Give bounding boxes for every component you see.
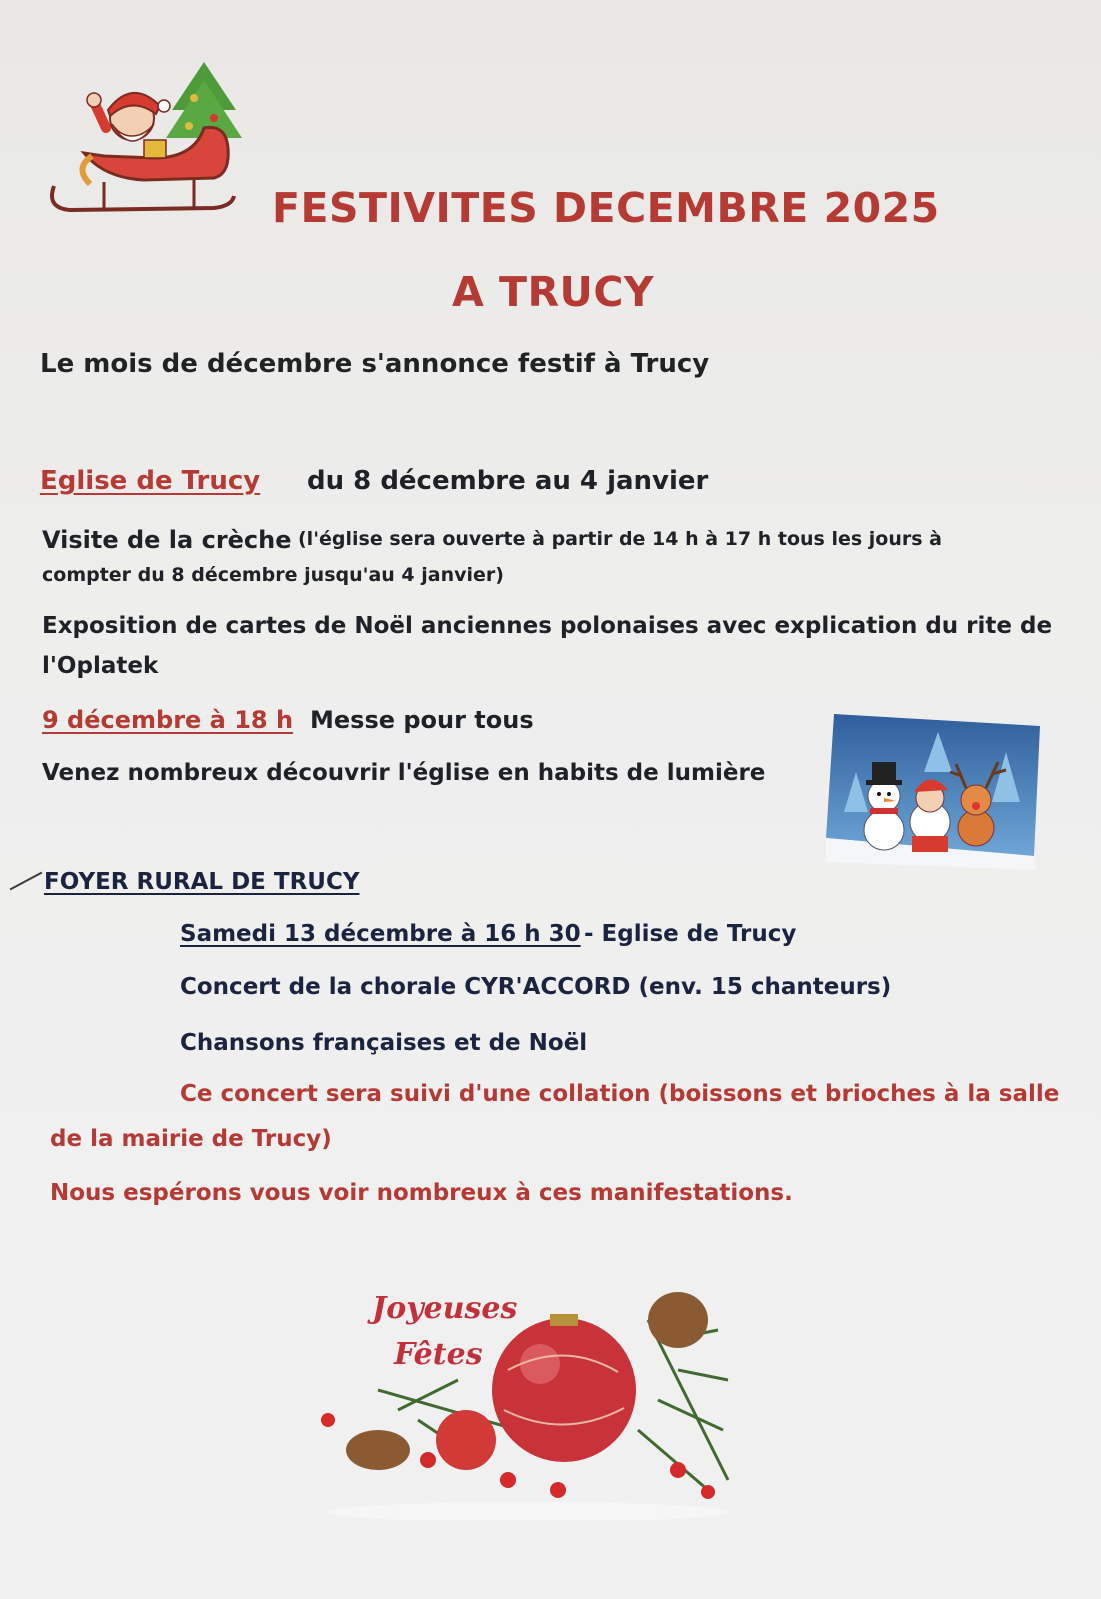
messe-label: Messe pour tous <box>310 706 534 734</box>
messe-date: 9 décembre à 18 h <box>42 706 294 734</box>
collation-line-1: Ce concert sera suivi d'une collation (boissons et brioches à la salle <box>180 1081 1060 1107</box>
closing-text: Nous espérons vous voir nombreux à ces manifestations. <box>50 1180 793 1206</box>
foyer-date: Samedi 13 décembre à 16 h 30 <box>180 921 581 947</box>
collation-line-2: de la mairie de Trucy) <box>50 1126 332 1152</box>
greeting-line-1: Joyeuses <box>372 1291 518 1326</box>
page-title: FESTIVITES DECEMBRE 2025 <box>272 184 940 232</box>
creche-detail-2: compter du 8 décembre jusqu'au 4 janvier) <box>42 564 504 586</box>
foyer-chansons: Chansons françaises et de Noël <box>180 1030 588 1056</box>
expo-line-1: Exposition de cartes de Noël anciennes polonaises avec explication du rite de <box>42 613 1053 639</box>
page-subtitle: A TRUCY <box>452 268 655 316</box>
eglise-heading: Eglise de Trucy <box>40 466 261 496</box>
foyer-concert: Concert de la chorale CYR'ACCORD (env. 15 chanteurs) <box>180 974 892 1000</box>
pen-stroke-mark <box>10 872 43 891</box>
lumiere-text: Venez nombreux découvrir l'église en habits de lumière <box>42 760 766 786</box>
creche-detail-1: (l'église sera ouverte à partir de 14 h à 17 h tous les jours à <box>298 528 942 550</box>
greeting-line-2: Fêtes <box>394 1337 483 1372</box>
santa-sleigh-icon <box>44 58 244 223</box>
foyer-heading: FOYER RURAL DE TRUCY <box>44 869 360 895</box>
foyer-place: - Eglise de Trucy <box>584 921 797 947</box>
expo-line-2: l'Oplatek <box>42 653 159 679</box>
intro-text: Le mois de décembre s'annonce festif à Trucy <box>40 349 710 379</box>
eglise-dates: du 8 décembre au 4 janvier <box>307 466 709 496</box>
christmas-ornament-greeting <box>318 1280 732 1520</box>
snowman-santa-reindeer-card <box>826 712 1044 872</box>
creche-lead: Visite de la crèche <box>42 526 292 554</box>
